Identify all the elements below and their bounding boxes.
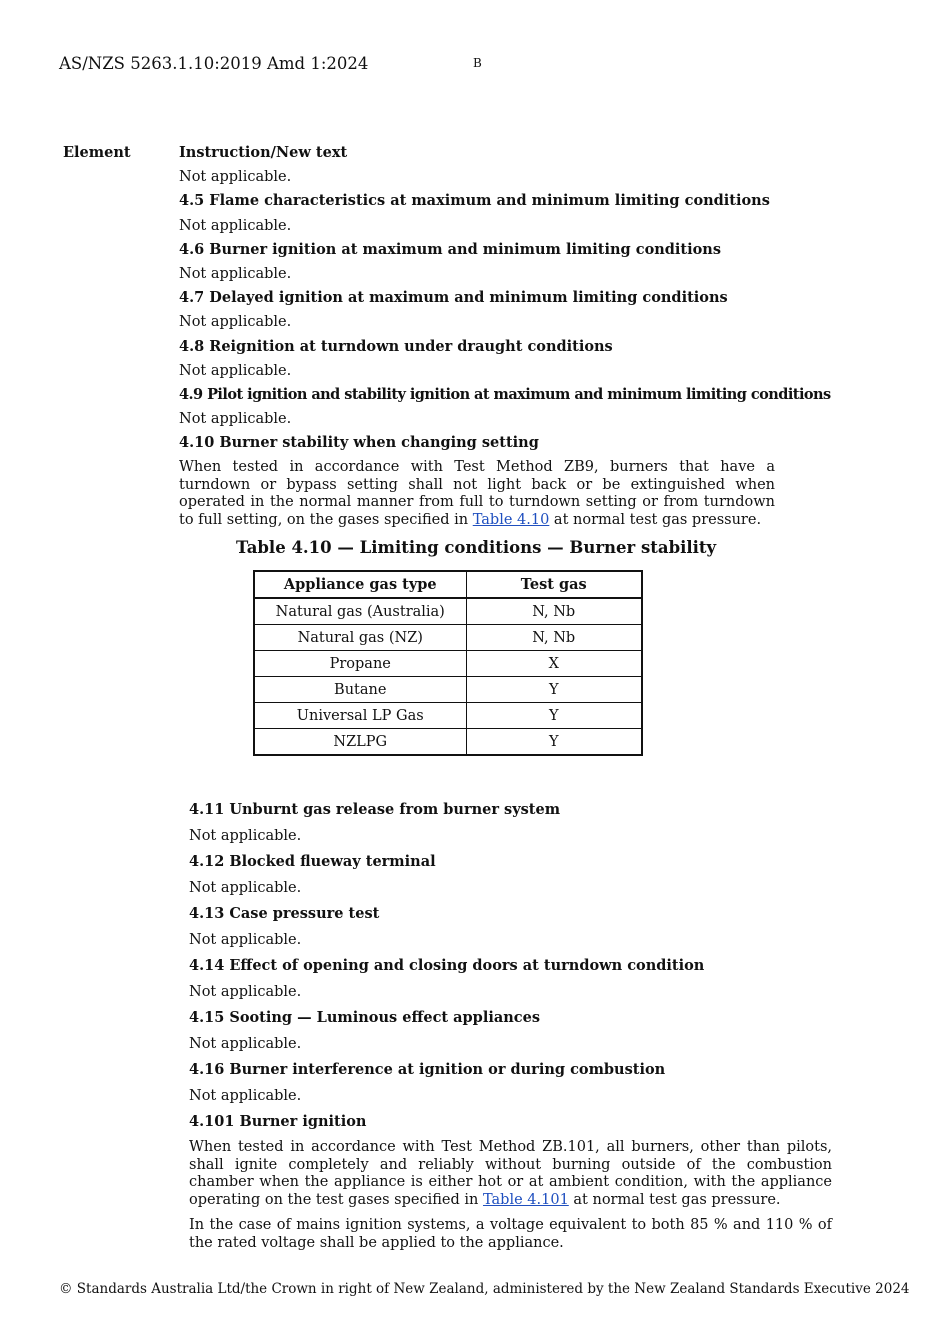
clause-heading-4-5: 4.5 Flame characteristics at maximum and minimum limiting conditions xyxy=(179,192,770,209)
test-gas-cell: X xyxy=(466,651,642,677)
not-applicable-text: Not applicable. xyxy=(179,266,292,282)
not-applicable-text: Not applicable. xyxy=(179,314,292,330)
clause-4-10-text: When tested in accordance with Test Method ZB9, burners that have a turndown or bypass setting shall not light back or be extinguished when operated in the normal manner from full to turndown setting or from turndown to full setting, on the gases specified in Table 4.10 at normal test gas pressure. xyxy=(179,459,775,528)
not-applicable-text: Not applicable. xyxy=(189,880,302,896)
test-gas-cell: N, Nb xyxy=(466,625,642,651)
header-appliance-gas-type: Appliance gas type xyxy=(254,571,466,598)
table-row xyxy=(254,651,642,677)
not-applicable-text: Not applicable. xyxy=(189,932,302,948)
test-gas-cell: Y xyxy=(466,703,642,729)
appliance-gas-type-cell: Natural gas (NZ) xyxy=(254,625,466,651)
test-gas-cell: Y xyxy=(466,729,642,756)
table-row xyxy=(254,598,642,625)
clause-heading-4-15: 4.15 Sooting — Luminous effect appliances xyxy=(189,1009,540,1026)
clause-heading-4-8: 4.8 Reignition at turndown under draught conditions xyxy=(179,338,613,355)
clause-heading-4-14: 4.14 Effect of opening and closing doors at turndown condition xyxy=(189,957,705,974)
not-applicable-text: Not applicable. xyxy=(189,828,302,844)
mains-ignition-text: In the case of mains ignition systems, a voltage equivalent to both 85 % and 110 % of the rated voltage shall be applied to the appliance. xyxy=(189,1217,832,1251)
page-marker: B xyxy=(473,56,482,70)
not-applicable-text: Not applicable. xyxy=(179,411,292,427)
appliance-gas-type-cell: Butane xyxy=(254,677,466,703)
standard-designation: AS/NZS 5263.1.10:2019 Amd 1:2024 xyxy=(59,54,369,73)
not-applicable-text: Not applicable. xyxy=(179,218,292,234)
test-gas-cell: Y xyxy=(466,677,642,703)
not-applicable-text: Not applicable. xyxy=(179,363,292,379)
clause-heading-4-12: 4.12 Blocked flueway terminal xyxy=(189,853,436,870)
table-header-row xyxy=(254,571,642,598)
limiting-conditions-table xyxy=(253,570,643,756)
appliance-gas-type-cell: Natural gas (Australia) xyxy=(254,598,466,625)
column-heading-instruction: Instruction/New text xyxy=(179,144,348,161)
table-row xyxy=(254,729,642,756)
clause-heading-4-10: 4.10 Burner stability when changing setting xyxy=(179,434,539,451)
header-test-gas: Test gas xyxy=(466,571,642,598)
clause-heading-4-13: 4.13 Case pressure test xyxy=(189,905,380,922)
table-row xyxy=(254,677,642,703)
table-4-10-link[interactable]: Table 4.10 xyxy=(472,511,550,528)
column-heading-element: Element xyxy=(63,144,131,161)
not-applicable-text: Not applicable. xyxy=(189,984,302,1000)
table-row xyxy=(254,703,642,729)
not-applicable-text: Not applicable. xyxy=(189,1088,302,1104)
clause-heading-4-9: 4.9 Pilot ignition and stability ignition at maximum and minimum limiting conditions xyxy=(179,386,831,403)
appliance-gas-type-cell: Universal LP Gas xyxy=(254,703,466,729)
clause-heading-4-7: 4.7 Delayed ignition at maximum and minimum limiting conditions xyxy=(179,289,728,306)
table-4-101-link[interactable]: Table 4.101 xyxy=(482,1191,569,1208)
clause-heading-4-101: 4.101 Burner ignition xyxy=(189,1113,367,1130)
copyright-footer: © Standards Australia Ltd/the Crown in right of New Zealand, administered by the New Zealand Standards Executive 2024 xyxy=(59,1281,910,1297)
not-applicable-text: Not applicable. xyxy=(189,1036,302,1052)
test-gas-cell: N, Nb xyxy=(466,598,642,625)
not-applicable-text: Not applicable. xyxy=(179,169,292,185)
appliance-gas-type-cell: Propane xyxy=(254,651,466,677)
clause-heading-4-16: 4.16 Burner interference at ignition or during combustion xyxy=(189,1061,666,1078)
table-row xyxy=(254,625,642,651)
clause-4-101-text: When tested in accordance with Test Method ZB.101, all burners, other than pilots, shall ignite completely and reliably without burning outside of the combustion chamber when the appliance is either hot or at ambient condition, with the appliance operating on the test gases specified in Table 4.101 at normal test gas pressure. xyxy=(189,1139,832,1208)
table-caption: Table 4.10 — Limiting conditions — Burner stability xyxy=(236,538,717,557)
clause-heading-4-11: 4.11 Unburnt gas release from burner system xyxy=(189,801,561,818)
clause-heading-4-6: 4.6 Burner ignition at maximum and minimum limiting conditions xyxy=(179,241,722,258)
appliance-gas-type-cell: NZLPG xyxy=(254,729,466,756)
